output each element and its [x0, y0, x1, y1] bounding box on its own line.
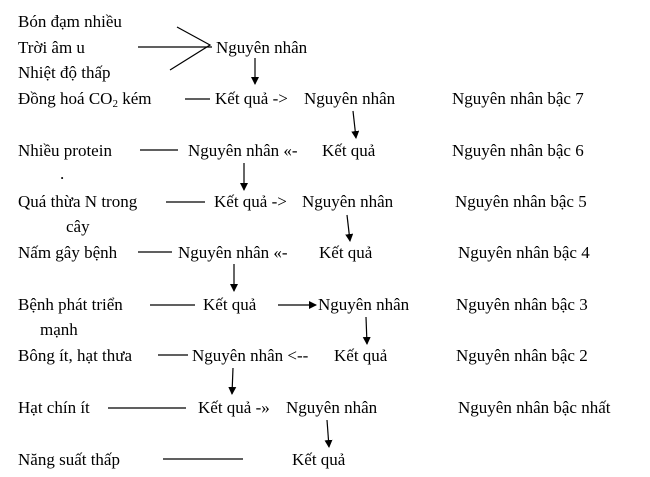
cause-label: Bón đạm nhiều	[18, 12, 122, 31]
down-arrow	[347, 215, 350, 241]
row-subject-continued: mạnh	[40, 320, 78, 339]
row-term-a: Kết quả -»	[198, 398, 270, 417]
level-label: Nguyên nhân bậc nhất	[458, 398, 611, 417]
converge-bracket	[170, 27, 210, 70]
row-term-a: Nguyên nhân «-	[178, 243, 288, 262]
row-subject: Năng suất thấp	[18, 450, 120, 469]
level-label: Nguyên nhân bậc 6	[452, 141, 584, 160]
level-label: Nguyên nhân bậc 7	[452, 89, 584, 108]
row-subject: Bông ít, hạt thưa	[18, 346, 133, 365]
cause-label: Nhiệt độ thấp	[18, 63, 111, 82]
level-label: Nguyên nhân bậc 4	[458, 243, 590, 262]
row-term-a: Kết quả ->	[214, 192, 287, 211]
row-subject: Đồng hoá CO2 kém	[18, 89, 152, 110]
row-term-b: Kết quả	[319, 243, 373, 262]
row-term-a: Kết quả	[203, 295, 257, 314]
row-subject-continued: cây	[66, 217, 90, 236]
down-arrow	[232, 368, 233, 394]
down-arrow	[366, 317, 367, 344]
row-term-b: Nguyên nhân	[304, 89, 396, 108]
stray-mark: .	[60, 164, 65, 183]
row-term-a: Kết quả	[292, 450, 346, 469]
level-label: Nguyên nhân bậc 2	[456, 346, 588, 365]
row-subject: Nhiều protein	[18, 141, 112, 160]
row-subject: Bệnh phát triển	[18, 295, 123, 314]
down-arrow	[353, 111, 356, 138]
row-term-b: Kết quả	[334, 346, 388, 365]
row-term-b: Nguyên nhân	[286, 398, 378, 417]
down-arrow	[327, 420, 329, 447]
cause-label: Trời âm u	[18, 38, 85, 57]
row-subject: Quá thừa N trong	[18, 192, 138, 211]
row-term-b: Nguyên nhân	[318, 295, 410, 314]
row-subject: Nấm gây bệnh	[18, 243, 118, 262]
row-term-a: Kết quả ->	[215, 89, 288, 108]
row-term-b: Nguyên nhân	[302, 192, 394, 211]
row-term-a: Nguyên nhân «-	[188, 141, 298, 160]
cause-head-label: Nguyên nhân	[216, 38, 308, 57]
level-label: Nguyên nhân bậc 5	[455, 192, 587, 211]
row-term-b: Kết quả	[322, 141, 376, 160]
row-term-a: Nguyên nhân <--	[192, 346, 309, 365]
level-label: Nguyên nhân bậc 3	[456, 295, 588, 314]
row-subject: Hạt chín ít	[18, 398, 90, 417]
